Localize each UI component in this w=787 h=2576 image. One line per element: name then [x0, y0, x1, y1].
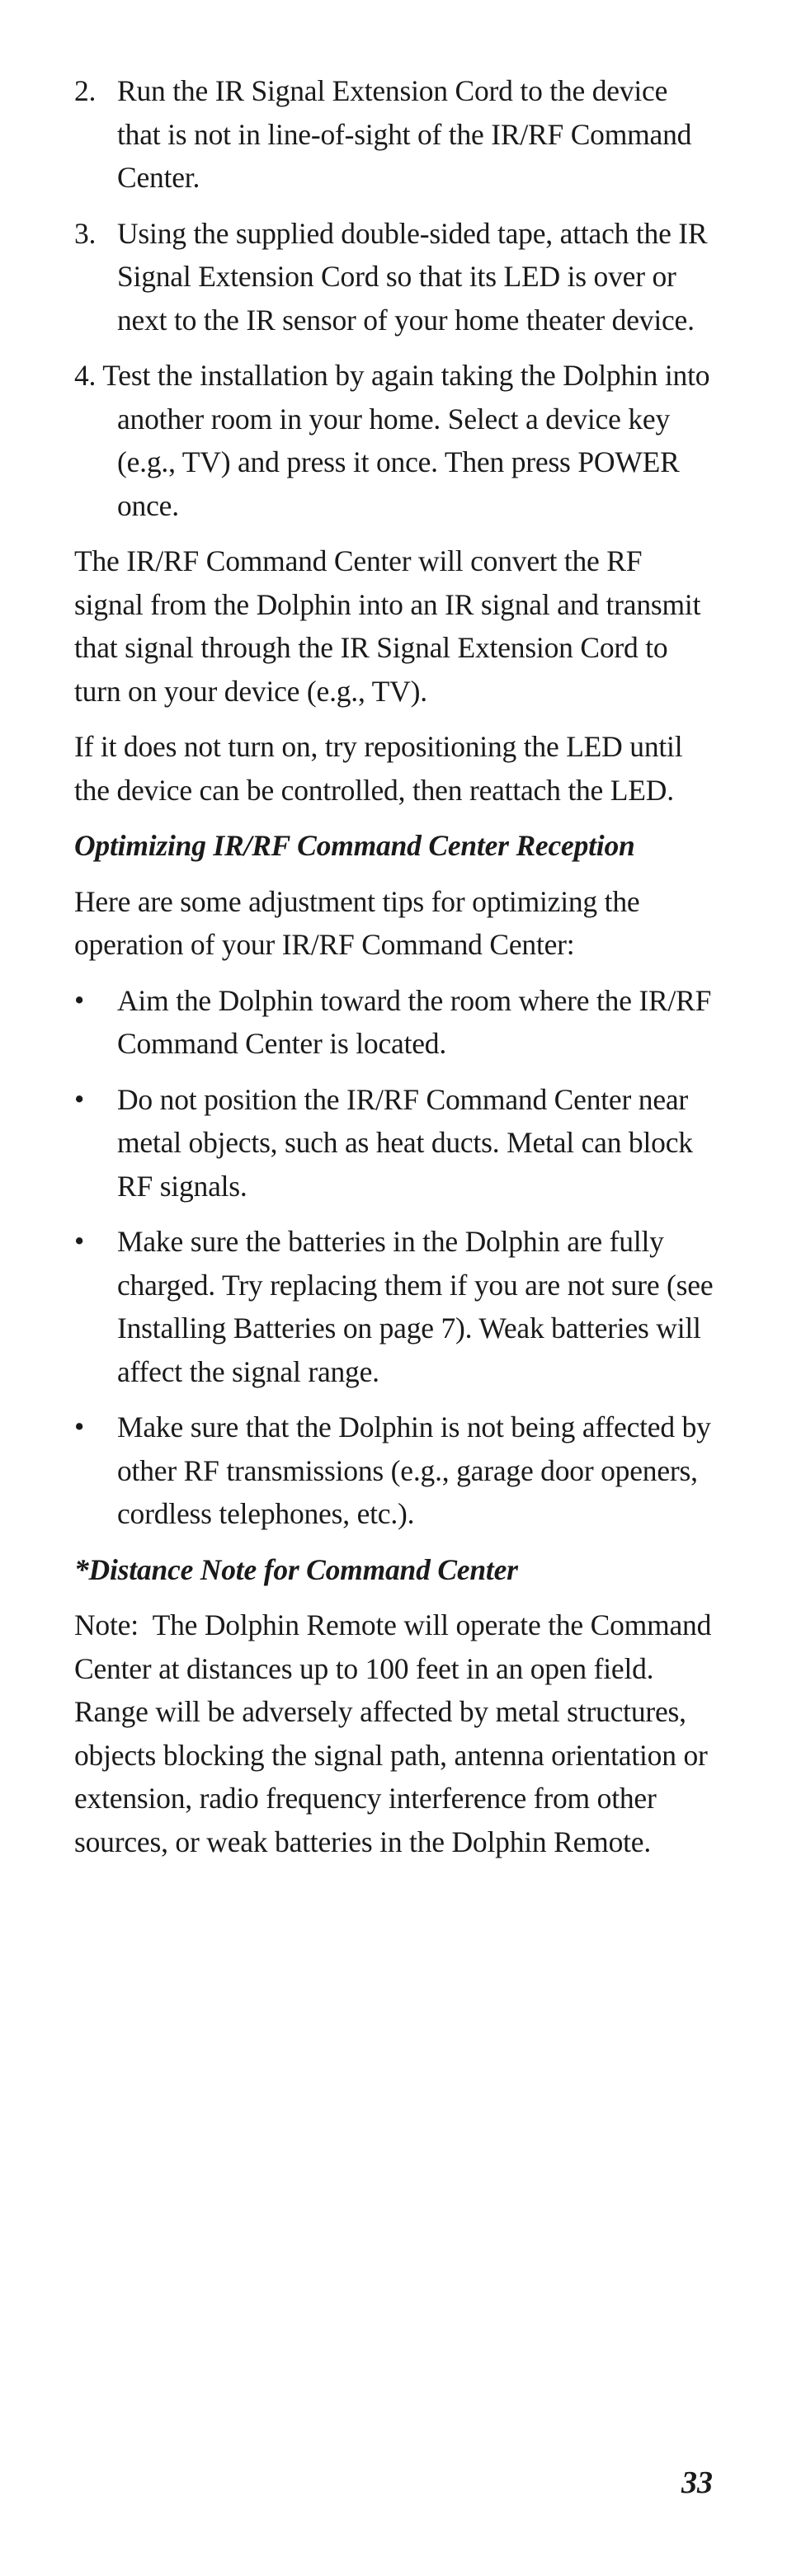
- bullet-icon: •: [74, 1225, 85, 1257]
- step-text: Test the installation by again taking the Dolphin into another room in your home. Select a device key (e.g., TV) and press it once. Then press POWER once.: [102, 359, 710, 522]
- tip-text: Make sure the batteries in the Dolphin are fully charged. Try replacing them if you are not sure (see Installing Batteries on page 7). Weak batteries will affect the signal range.: [117, 1225, 714, 1388]
- step-text: Run the IR Signal Extension Cord to the device that is not in line-of-sight of the IR/RF Command Center.: [117, 74, 692, 194]
- bullet-icon: •: [74, 1410, 85, 1443]
- step-number: 4.: [74, 359, 97, 392]
- tip-rf-interference: [74, 1406, 718, 1536]
- tip-text: Aim the Dolphin toward the room where the IR/RF Command Center is located.: [117, 983, 712, 1060]
- page-number: 33: [681, 2465, 713, 2500]
- bullet-icon: •: [74, 983, 85, 1016]
- paragraph-reposition-led: If it does not turn on, try repositioning the LED until the device can be controlled, then reattach the LED.: [74, 730, 683, 807]
- step-2: [74, 69, 718, 200]
- tip-check-batteries: [74, 1220, 718, 1393]
- tip-aim-dolphin: [74, 979, 718, 1066]
- step-number: 2.: [74, 74, 97, 107]
- step-number: 3.: [74, 216, 97, 250]
- paragraph-distance-note: Note: The Dolphin Remote will operate the Command Center at distances up to 100 feet in an open field. Range will be adversely affected by metal structures, objects blocking the signal path, antenna orientation or extension, radio frequency interference from other sources, or weak batteries in the Dolphin Remote.: [74, 1608, 719, 1858]
- paragraph-convert-signal: The IR/RF Command Center will convert the RF signal from the Dolphin into an IR signal and transmit that signal through the IR Signal Extension Cord to turn on your device (e.g., TV).: [74, 544, 701, 708]
- heading-optimizing-reception: Optimizing IR/RF Command Center Reception: [74, 829, 635, 862]
- tip-text: Do not position the IR/RF Command Center near metal objects, such as heat ducts. Metal can block RF signals.: [117, 1082, 693, 1203]
- step-text: Using the supplied double-sided tape, attach the IR Signal Extension Cord so that its LED is over or next to the IR sensor of your home theater device.: [117, 216, 708, 337]
- bullet-icon: •: [74, 1082, 85, 1115]
- step-3: [74, 212, 718, 342]
- tip-text: Make sure that the Dolphin is not being affected by other RF transmissions (e.g., garage door openers, cordless telephones, etc.).: [117, 1410, 711, 1530]
- heading-distance-note: *Distance Note for Command Center: [74, 1552, 518, 1586]
- tip-avoid-metal: [74, 1078, 718, 1208]
- paragraph-adjustment-intro: Here are some adjustment tips for optimizing the operation of your IR/RF Command Center:: [74, 884, 640, 961]
- step-4: [74, 354, 718, 527]
- manual-page-content: [74, 69, 718, 1876]
